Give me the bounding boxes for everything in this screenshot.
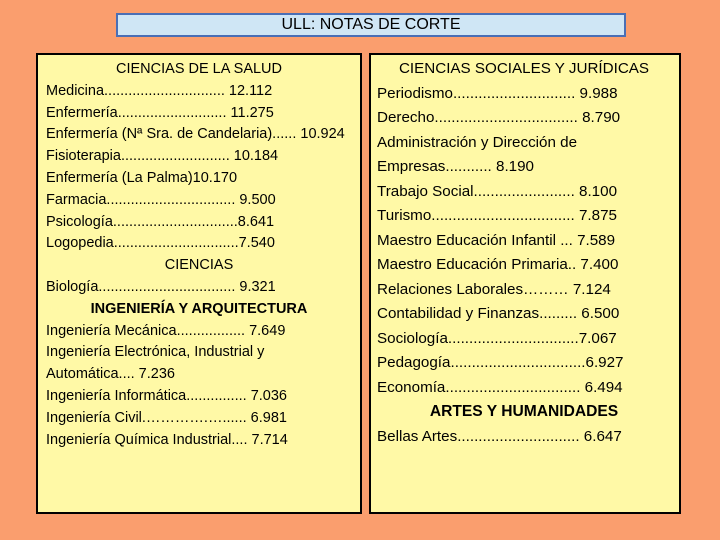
right-panel xyxy=(369,53,681,514)
list-item: Turismo.................................. 7.875 xyxy=(377,207,617,224)
list-item: Enfermería (La Palma)10.170 xyxy=(46,169,238,186)
section-heading-salud: CIENCIAS DE LA SALUD xyxy=(116,61,282,77)
list-item: Relaciones Laborales……… 7.124 xyxy=(377,280,611,298)
list-item: Enfermería........................... 11.275 xyxy=(46,104,274,121)
list-item: Maestro Educación Infantil ... 7.589 xyxy=(377,231,616,249)
page-title: ULL: NOTAS DE CORTE xyxy=(116,13,626,37)
list-item: Medicina.............................. 12.112 xyxy=(46,82,273,99)
list-item: Administración y Dirección de Empresas........... 8.190 xyxy=(377,133,578,175)
list-item: Ingeniería Civil.………….…...... 6.981 xyxy=(46,409,287,426)
list-item: Periodismo............................. 9.988 xyxy=(377,84,618,102)
list-item: Sociología...............................7.067 xyxy=(377,329,617,347)
list-item: Pedagogía................................6.927 xyxy=(377,354,624,371)
list-item: Contabilidad y Finanzas......... 6.500 xyxy=(377,305,620,322)
list-item: Derecho.................................. 8.790 xyxy=(377,109,621,126)
list-item: Ingeniería Mecánica................. 7.649 xyxy=(46,322,286,339)
section-heading-sociales: CIENCIAS SOCIALES Y JURÍDICAS xyxy=(398,60,650,77)
left-panel xyxy=(36,53,362,514)
list-item: Economía................................ 6.494 xyxy=(377,378,623,396)
list-item: Ingeniería Informática............... 7.036 xyxy=(46,387,287,404)
list-item: Logopedia...............................7.540 xyxy=(46,235,275,252)
section-heading-artes: ARTES Y HUMANIDADES xyxy=(429,403,619,420)
list-item: Psicología...............................8.641 xyxy=(46,213,275,230)
list-item: Farmacia................................ 9.500 xyxy=(46,191,276,208)
list-item: Fisioterapia........................... 10.184 xyxy=(46,148,279,165)
list-item: Ingeniería Química Industrial.... 7.714 xyxy=(46,431,288,448)
section-heading-ciencias: CIENCIAS xyxy=(164,257,234,274)
list-item: Bellas Artes............................. 6.647 xyxy=(377,427,622,445)
list-item: Biología.................................. 9.321 xyxy=(46,278,276,295)
list-item: Trabajo Social........................ 8.100 xyxy=(377,182,618,200)
list-item: Ingeniería Electrónica, Industrial y Automática.... 7.236 xyxy=(46,344,265,383)
list-item: Maestro Educación Primaria.. 7.400 xyxy=(377,256,619,273)
section-heading-ingenieria: INGENIERÍA Y ARQUITECTURA xyxy=(90,300,308,317)
list-item: Enfermería (Nª Sra. de Candelaria)...... 10.924 xyxy=(46,126,345,143)
